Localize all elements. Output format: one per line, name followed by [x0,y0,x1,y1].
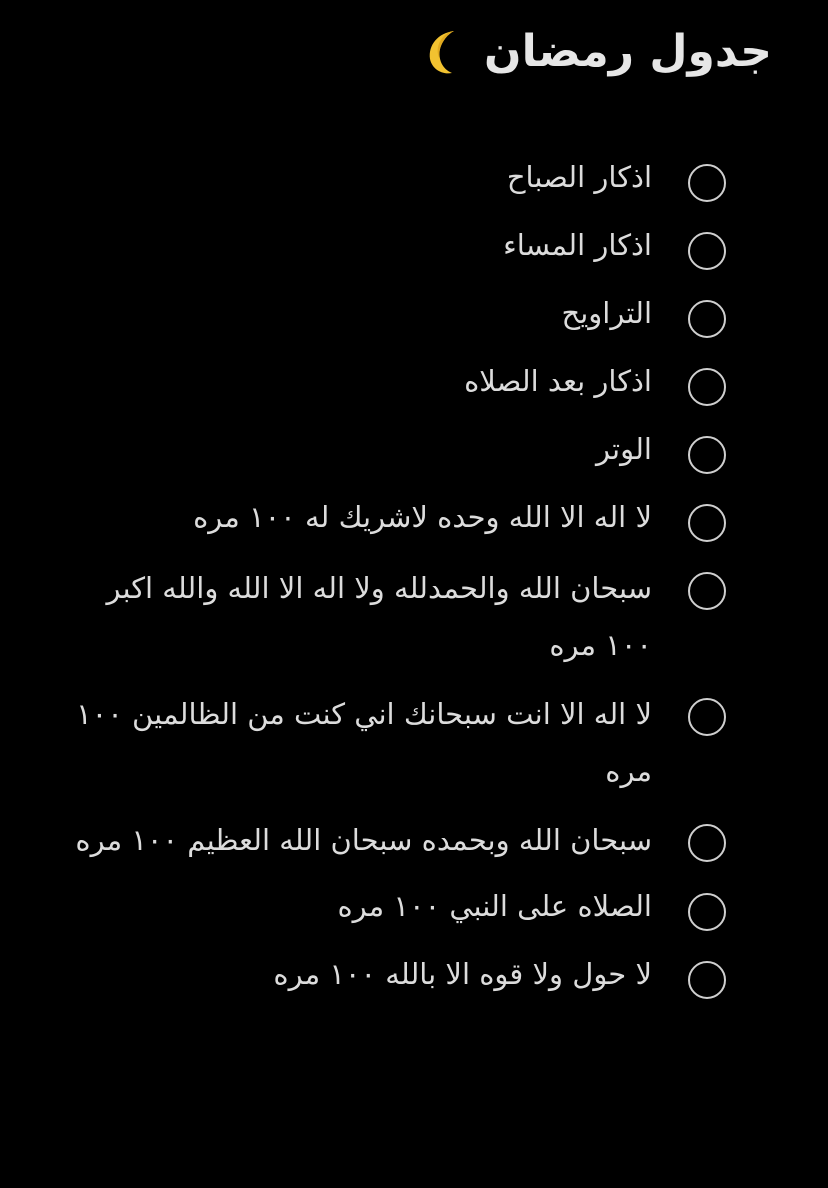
radio-button[interactable] [688,504,726,542]
checklist-item-label: سبحان الله وبحمده سبحان الله العظيم ١٠٠ مره [75,823,652,857]
radio-button[interactable] [688,698,726,736]
radio-button[interactable] [688,436,726,474]
radio-button[interactable] [688,961,726,999]
checklist-item [0,492,828,542]
page-title-text: جدول رمضان [484,25,772,77]
checklist-item [0,812,828,869]
checklist-item [0,356,828,406]
checklist-item-label: اذكار الصباح [506,160,652,194]
checklist-item [0,686,828,800]
radio-button[interactable] [688,164,726,202]
checklist-item [0,220,828,270]
checklist-item [0,288,828,338]
checklist-item-label: لا اله الا انت سبحانك اني كنت من الظالمين ١٠٠ مره [76,697,652,788]
checklist-item-label: الصلاه على النبي ١٠٠ مره [337,889,652,923]
checklist [0,152,828,1017]
checklist-item [0,881,828,931]
page-title [420,16,772,86]
checklist-item [0,424,828,474]
checklist-item-label: لا حول ولا قوه الا بالله ١٠٠ مره [273,957,652,991]
checklist-item [0,560,828,674]
radio-button[interactable] [688,893,726,931]
checklist-item [0,949,828,999]
radio-button[interactable] [688,572,726,610]
radio-button[interactable] [688,300,726,338]
radio-button[interactable] [688,368,726,406]
checklist-item-label: اذكار بعد الصلاه [464,364,652,398]
checklist-item [0,152,828,202]
checklist-item-label: اذكار المساء [503,228,652,262]
checklist-item-label: التراويح [561,296,652,330]
checklist-item-label: لا اله الا الله وحده لاشريك له ١٠٠ مره [193,500,652,534]
checklist-item-label: الوتر [596,432,652,466]
radio-button[interactable] [688,824,726,862]
checklist-item-label: سبحان الله والحمدلله ولا اله الا الله والله اكبر ١٠٠ مره [106,571,652,662]
crescent-moon-icon [420,25,472,77]
radio-button[interactable] [688,232,726,270]
